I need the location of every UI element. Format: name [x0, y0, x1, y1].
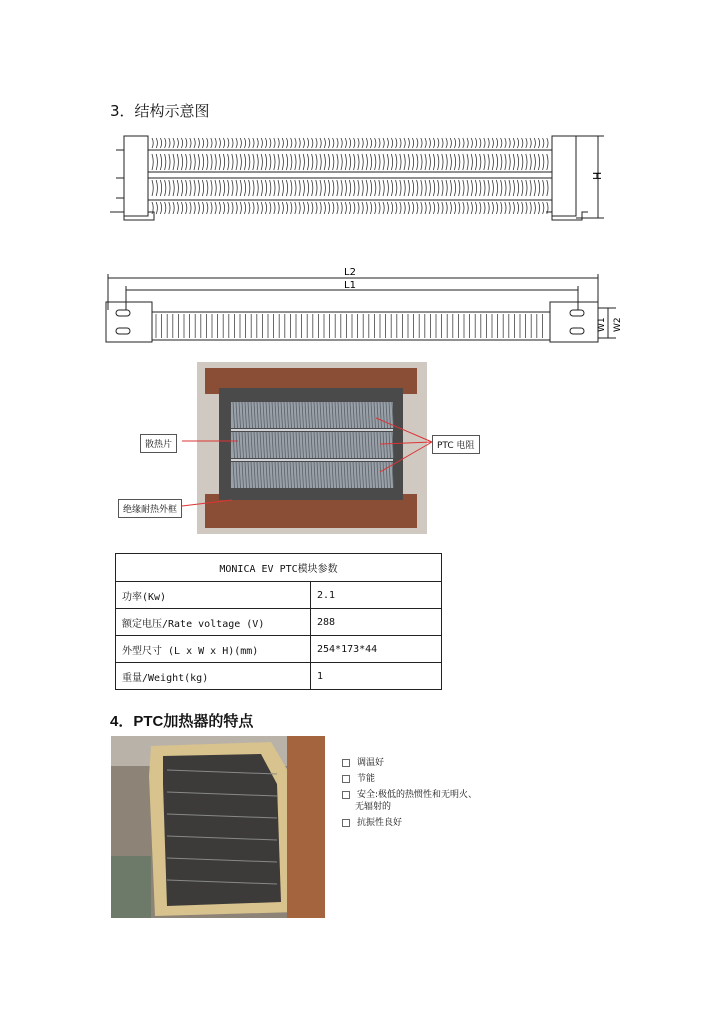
- table-title-row: [116, 554, 442, 582]
- fin-label: 散热片: [140, 434, 177, 453]
- l1-dim-label: L1: [344, 280, 356, 291]
- feature-item: 调温好: [342, 757, 384, 769]
- param-value: 2.1: [311, 582, 442, 609]
- param-name: 额定电压/Rate voltage (V): [116, 609, 311, 636]
- feature-item-continuation: 无辐射的: [355, 802, 392, 812]
- ptc-module-params-table: [115, 553, 442, 690]
- table-row: [116, 636, 442, 663]
- bullet-icon: [342, 791, 350, 799]
- section-3-heading: 3．结构示意图: [110, 102, 210, 120]
- bullet-icon: [342, 775, 350, 783]
- param-value: 1: [311, 663, 442, 690]
- ptc-resistor-label: PTC 电阻: [432, 435, 480, 454]
- param-value: 288: [311, 609, 442, 636]
- w1-dim-label: W1: [597, 317, 607, 332]
- feature-item: 安全:极低的热惯性和无明火、: [342, 789, 477, 801]
- bullet-icon: [342, 759, 350, 767]
- feature-item: 节能: [342, 773, 375, 785]
- param-value: 254*173*44: [311, 636, 442, 663]
- param-name: 重量/Weight(kg): [116, 663, 311, 690]
- table-row: [116, 582, 442, 609]
- bullet-icon: [342, 819, 350, 827]
- table-row: [116, 663, 442, 690]
- insulated-frame-label: 绝缘耐热外框: [118, 499, 182, 518]
- height-dim-label: H: [591, 171, 604, 180]
- param-name: 功率(Kw): [116, 582, 311, 609]
- section-4-heading: 4．PTC加热器的特点: [110, 713, 254, 730]
- table-title: MONICA EV PTC模块参数: [116, 554, 442, 582]
- ptc-heater-photo: [111, 736, 325, 918]
- w2-dim-label: W2: [613, 317, 623, 332]
- param-name: 外型尺寸 (L x W x H)(mm): [116, 636, 311, 663]
- feature-item: 抗振性良好: [342, 817, 402, 829]
- table-row: [116, 609, 442, 636]
- l2-dim-label: L2: [344, 267, 356, 278]
